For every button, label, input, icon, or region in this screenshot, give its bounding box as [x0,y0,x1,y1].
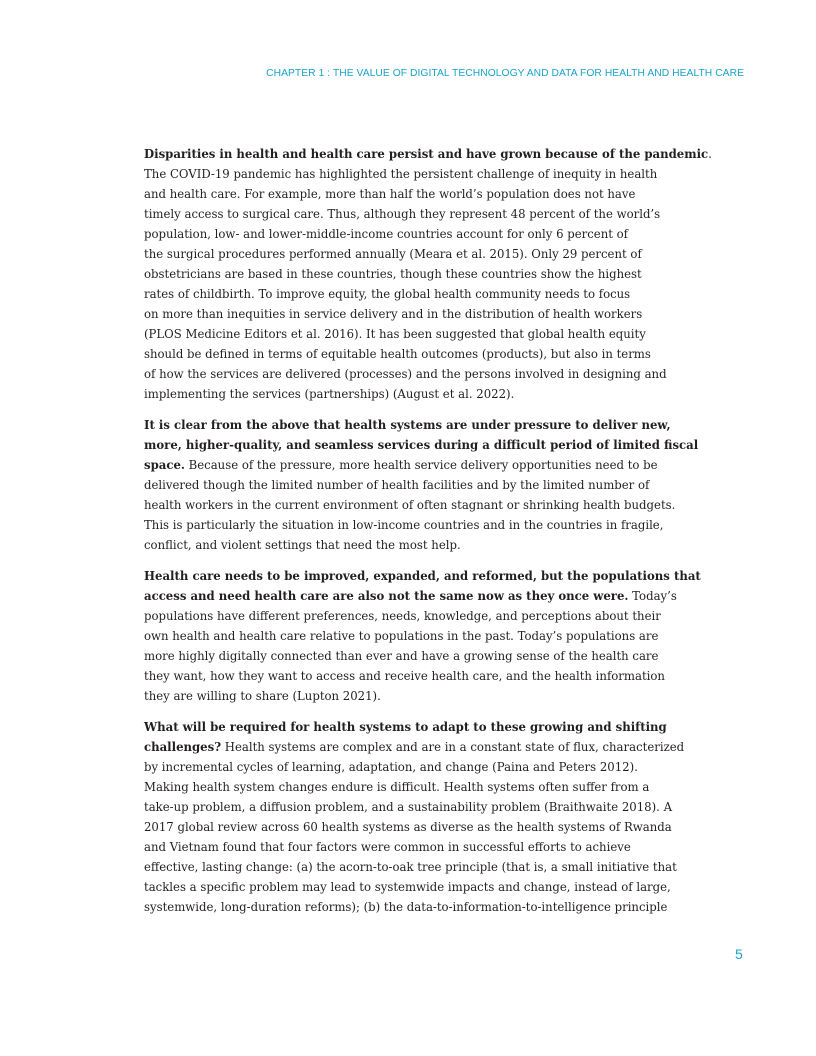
line-text: and health care. For example, more than half the world’s population does not have [144,187,636,201]
text-line [144,324,680,344]
paragraph-disparities [144,144,712,404]
text-line [144,566,701,586]
text-line [144,797,680,817]
text-line [144,877,680,897]
text-line [144,626,680,646]
text-line [144,515,680,535]
line-text: on more than inequities in service delivery and in the distribution of health workers [144,307,643,321]
text-line [144,435,699,455]
text-line [144,204,680,224]
line-text: Because of the pressure, more health service delivery opportunities need to be [184,458,658,472]
line-text: health workers in the current environment of often stagnant or shrinking health budgets. [144,498,676,512]
line-text: rates of childbirth. To improve equity, the global health community needs to focus [144,287,631,301]
text-line [144,586,680,606]
text-line [144,535,680,555]
line-text: more highly digitally connected than ever and have a growing sense of the health care [144,649,659,663]
text-line [144,475,680,495]
text-line [144,184,680,204]
bold-lead: challenges? [144,740,222,754]
text-line [144,344,680,364]
text-line [144,686,680,706]
line-text: own health and health care relative to populations in the past. Today’s populations are [144,629,659,643]
text-line [144,495,680,515]
line-text: population, low- and lower-middle-income countries account for only 6 percent of [144,227,629,241]
body-text [144,144,712,928]
text-line [144,364,680,384]
line-text: effective, lasting change: (a) the acorn-to-oak tree principle (that is, a small initiative that [144,860,677,874]
text-line [144,606,680,626]
line-text: systemwide, long-duration reforms); (b) the data-to-information-to-intelligence principle [144,900,668,914]
bold-lead: space. [144,458,185,472]
line-text: delivered though the limited number of health facilities and by the limited number of [144,478,650,492]
text-line [144,164,680,184]
line-text: take-up problem, a diffusion problem, and a sustainability problem (Braithwaite 2018). A [144,800,673,814]
line-text: (PLOS Medicine Editors et al. 2016). It has been suggested that global health equity [144,327,646,341]
text-line [144,264,680,284]
text-line [144,666,680,686]
text-line [144,244,680,264]
paragraph-adaptation [144,717,685,917]
line-text: should be defined in terms of equitable health outcomes (products), but also in terms [144,347,651,361]
line-text: Health systems are complex and are in a constant state of flux, characterized [221,740,685,754]
line-text: populations have different preferences, needs, knowledge, and perceptions about their [144,609,661,623]
text-line [144,284,680,304]
bold-lead: Health care needs to be improved, expanded, and reformed, but the populations that [144,569,701,583]
line-text: implementing the services (partnerships) (August et al. 2022). [144,387,515,401]
text-line [144,857,680,877]
text-line [144,737,685,757]
text-line [144,455,680,475]
text-line [144,144,712,164]
line-text: The COVID-19 pandemic has highlighted the persistent challenge of inequity in health [144,167,658,181]
bold-lead: What will be required for health systems to adapt to these growing and shifting [144,720,667,734]
bold-lead: more, higher-quality, and seamless services during a difficult period of limited fiscal [144,438,699,452]
line-text: and Vietnam found that four factors were common in successful efforts to achieve [144,840,631,854]
bold-lead: It is clear from the above that health systems are under pressure to deliver new, [144,418,671,432]
line-text: 2017 global review across 60 health systems as diverse as the health systems of Rwanda [144,820,672,834]
text-line [144,717,680,737]
line-text: Making health system changes endure is difficult. Health systems often suffer from a [144,780,650,794]
bold-lead: access and need health care are also not the same now as they once were. [144,589,629,603]
line-text: Today’s [628,589,677,603]
line-text: This is particularly the situation in low-income countries and in the countries in fragile, [144,518,664,532]
text-line [144,817,680,837]
line-text: tackles a specific problem may lead to systemwide impacts and change, instead of large, [144,880,671,894]
line-text: by incremental cycles of learning, adaptation, and change (Paina and Peters 2012). [144,760,638,774]
line-text: . [708,147,712,161]
text-line [144,646,680,666]
paragraph-pressure [144,415,699,555]
paragraph-populations [144,566,701,706]
bold-lead: Disparities in health and health care persist and have grown because of the pandemic [144,147,709,161]
text-line [144,897,680,917]
line-text: conflict, and violent settings that need the most help. [144,538,461,552]
text-line [144,304,680,324]
line-text: of how the services are delivered (processes) and the persons involved in designing and [144,367,667,381]
line-text: obstetricians are based in these countries, though these countries show the highest [144,267,642,281]
text-line [144,757,680,777]
running-header: CHAPTER 1 : THE VALUE OF DIGITAL TECHNOLOGY AND DATA FOR HEALTH AND HEALTH CARE [266,68,744,79]
text-line [144,224,680,244]
line-text: the surgical procedures performed annually (Meara et al. 2015). Only 29 percent of [144,247,642,261]
line-text: they are willing to share (Lupton 2021). [144,689,381,703]
text-line [144,384,680,404]
page-number: 5 [735,946,743,962]
line-text: timely access to surgical care. Thus, although they represent 48 percent of the world’s [144,207,661,221]
text-line [144,837,680,857]
text-line [144,415,680,435]
line-text: they want, how they want to access and receive health care, and the health information [144,669,665,683]
text-line [144,777,680,797]
